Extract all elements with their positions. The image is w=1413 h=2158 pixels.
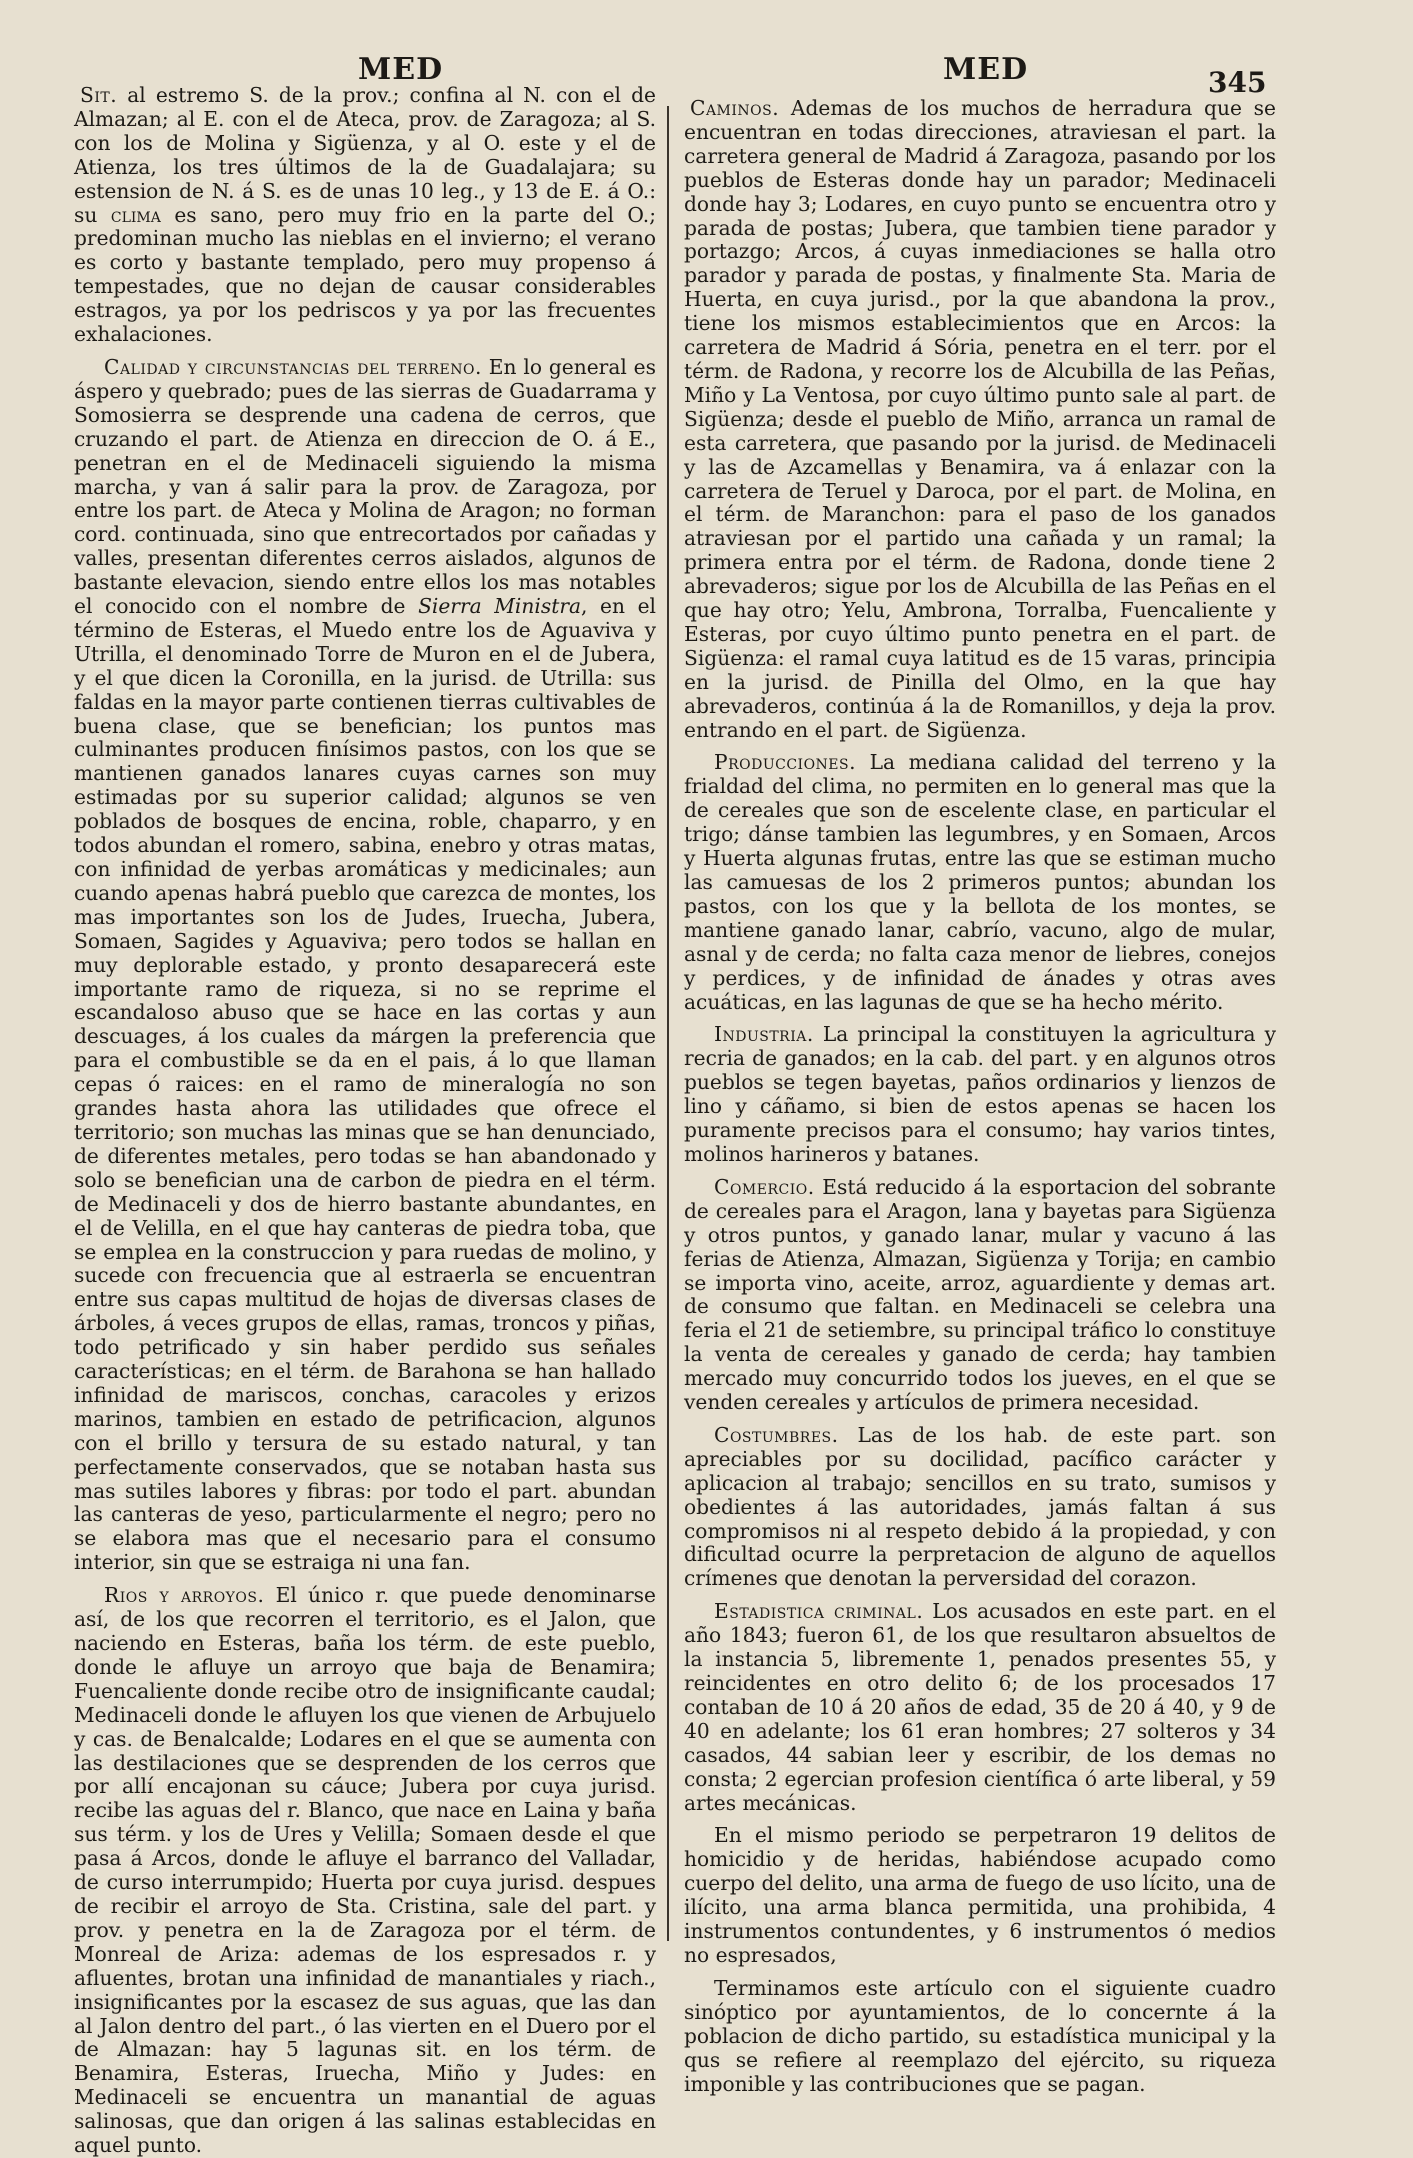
section-lead: Comercio. [714,1174,815,1199]
running-head-right: MED [943,52,1029,87]
section-lead: Estadistica criminal. [714,1599,924,1624]
paragraph-delitos: En el mismo periodo se perpetraron 19 delitos de homicidio y de heridas, habiéndose acupado como cuerpo del delito, una arma de fuego de uso lícito, una de ilícito, una arma blanca permitida, una prohibida, 4 instrumentos contundentes, y 6 instrumentos ó medios no espresados, [684,1823,1276,1967]
left-column [74,84,656,2158]
paragraph-text: La principal la constituyen la agricultura y recria de ganados; en la cab. del part. y en algunos otros pueblos se tegen bayetas, paños ordinarios y lienzos de lino y cáñamo, si bien de estos apenas se hacen los puramente precisos para el consumo; hay varios tintes, molinos harineros y batanes. [684,1022,1276,1166]
paragraph-text: Los acusados en este part. en el año 1843; fueron 61, de los que resultaron absueltos de la instancia 5, libremente 1, penados presentes 55, y reincidentes en otro delito 6; de los procesados 17 contaban de 10 á 20 años de edad, 35 de 20 á 40, y 9 de 40 en adelante; los 61 eran hombres; 27 solteros y 34 casados, 44 sabian leer y escribir, de los demas no consta; 2 egercian profesion científica ó arte liberal, y 59 artes mecánicas. [684,1599,1276,1815]
paragraph-text: Las de los hab. de este part. son apreciables por su docilidad, pacífico carácter y aplicacion al trabajo; sencillos en su trato, sumisos y obedientes á las autoridades, jamás faltan á sus compromisos ni al respeto debido á la propiedad, y con dificultad ocurre la perpretacion de alguno de aquellos crímenes que denotan la perversidad del corazon. [684,1422,1276,1591]
paragraph-situacion [74,84,656,347]
paragraph-text: Ademas de los muchos de herradura que se encuentran en todas direcciones, atraviesan el part. la carretera general de Madrid á Zaragoza, pasando por los pueblos de Esteras donde hay un parador; Medinaceli donde hay 3; Lodares, en cuyo punto se encuentra otro y parada de postas; Jubera, que tambien tiene parador y portazgo; Arcos, á cuyas inmediaciones se halla otro parador y parada de postas, y finalmente Sta. Maria de Huerta, en cuya jurisd., por la que abandona la prov., tiene los mismos establecimientos que en Arcos: la carretera de Madrid á Sória, penetra en el terr. por el térm. de Radona, y recorre los de Alcubilla de las Peñas, Miño y La Ventosa, por cuyo último punto sale al part. de Sigüenza; desde el pueblo de Miño, arranca un ramal de esta carretera, que pasando por la jurisd. de Medinaceli y las de Azcamellas y Benamira, va á enlazar con la carretera de Teruel y Daroca, por el part. de Molina, en el térm. de Maranchon: para el paso de los ganados atraviesan por el partido una cañada y un ramal; la primera entra por el térm. de Radona, donde tiene 2 abrevaderos; sigue por los de Alcubilla de las Peñas en el que hay otro; Yelu, Ambrona, Torralba, Fuencaliente y Esteras, por cuyo último punto penetra en el part. de Sigüenza: el ramal cuya latitud es de 15 varas, principia en la jurisd. de Pinilla del Olmo, en la que hay abrevaderos, continúa á la de Romanillos, y deja la prov. entrando en el part. de Sigüenza. [684,96,1276,742]
section-lead: Sit. [80,83,118,107]
paragraph-text: La mediana calidad del terreno y la frialdad del clima, no permiten en lo general mas que la de cereales que son de escelente clase, en particular el trigo; dánse tambien las legumbres, y en Somaen, Arcos y Huerta algunas frutas, entre las que se estiman mucho las camuesas de los 2 primeros puntos; abundan los pastos, con los que y la bellota de los montes, se mantiene ganado lanar, cabrío, vacuno, algo de mular, asnal y de cerda; no falta caza menor de liebres, conejos y perdices, y de infinidad de ánades y otras aves acuáticas, en las lagunas de que se ha hecho mérito. [684,750,1276,1014]
paragraph-text: En lo general es áspero y quebrado; pues de las sierras de Guadarrama y Somosierra se desprende una cadena de cerros, que cruzando el part. de Atienza en direccion de O. á E., penetran en el de Medinaceli siguiendo la misma marcha, y van á salir para la prov. de Zaragoza, por entre los part. de Ateca y Molina de Aragon; no forman cord. continuada, sino que entrecortados por cañadas y valles, presentan diferentes cerros aislados, algunos de bastante elevacion, siendo entre ellos los mas notables el conocido con el nombre de [74,354,656,619]
column-divider [667,106,669,1941]
paragraph-estadistica-criminal [684,1600,1276,1815]
paragraph-industria [684,1023,1276,1166]
section-lead: Industria. [714,1022,814,1047]
paragraph-caminos [684,97,1276,742]
paragraph-rios-arroyos [74,1584,656,2158]
section-lead: Calidad y circunstancias del terreno. [104,354,482,379]
paragraph-text: al estremo S. de la prov.; confina al N. con el de Almazan; al E. con el de Ateca, prov. de Zaragoza; al S. con los de Molina y Sigüenza, y al O. este y el de Atienza, los tres últimos de la de Guadalajara; su estension de N. á S. es de unas 10 leg., y 13 de E. á O.: su [74,83,656,227]
right-column [684,97,1276,2096]
paragraph-costumbres [684,1424,1276,1591]
paragraph-text: El único r. que puede denominarse así, de los que recorren el territorio, es el Jalon, que naciendo en Esteras, baña los térm. de este pueblo, donde le afluye un arroyo que baja de Benamira; Fuencaliente donde recibe otro de insignificante caudal; Medinaceli donde le afluyen los que vienen de Arbujuelo y cas. de Benalcalde; Lodares en el que se aumenta con las destilaciones que se desprenden de los cerros que por allí encajonan su cáuce; Jubera por cuya jurisd. recibe las aguas del r. Blanco, que nace en Laina y baña sus térm. y los de Ures y Velilla; Somaen desde el que pasa á Arcos, donde le afluye el barranco del Valladar, de curso interrumpido; Huerta por cuya jurisd. despues de recibir el arroyo de Sta. Cristina, sale del part. y prov. y penetra en la de Zaragoza por el térm. de Monreal de Ariza: ademas de los espresados r. y afluentes, brotan una infinidad de manantiales y riach., insignificantes por la escasez de sus aguas, que las dan al Jalon dentro del part., ó las vierten en el Duero por el de Almazan: hay 5 lagunas sit. en los térm. de Benamira, Esteras, Iruecha, Miño y Judes: en Medinaceli se encuentra un manantial de aguas salinosas, que dan origen á las salinas establecidas en aquel punto. [74,1583,656,2158]
section-lead: Costumbres. [714,1422,839,1447]
paragraph-text: Está reducido á la esportacion del sobrante de cereales para el Aragon, lana y bayetas para Sigüenza y otros puntos, y ganado lanar, mular y vacuno á las ferias de Atienza, Almazan, Sigüenza y Torija; en cambio se importa vino, aceite, arroz, aguardiente y demas art. de consumo que faltan. en Medinaceli se celebra una feria el 21 de setiembre, su principal tráfico lo constituye la venta de cereales y ganado de cerda; hay tambien mercado muy concurrido todos los jueves, en el que se venden cereales y artículos de primera necesidad. [684,1174,1276,1415]
page-number: 345 [1208,66,1267,99]
section-lead: Rios y arroyos. [104,1583,265,1608]
paragraph-comercio [684,1176,1276,1415]
italic-term: Sierra Ministra [418,594,581,619]
section-lead: Caminos. [690,96,780,120]
paragraph-calidad-terreno [74,356,656,1575]
paragraph-producciones [684,751,1276,1014]
paragraph-text: es sano, pero muy frio en la parte del O.; predominan mucho las nieblas en el invierno; el verano es corto y bastante templado, pero muy propenso á tempestades, que no dejan de causar considerables estragos, ya por los pedriscos y ya por las frecuentes exhalaciones. [74,202,657,347]
running-head-left: MED [358,52,444,87]
paragraph-text: , en el término de Esteras, el Muedo entre los de Aguaviva y Utrilla, el denominado Torre de Muron en el de Jubera, y el que dicen la Coronilla, en la jurisd. de Utrilla: sus faldas en la mayor parte contienen tierras cultivables de buena clase, que se benefician; los puntos mas culminantes producen finísimos pastos, con los que se mantienen ganados lanares cuyas carnes son muy estimadas por su superior calidad; algunos se ven poblados de bosques de encina, roble, chaparro, y en todos abundan el romero, sabina, enebro y otras matas, con infinidad de yerbas aromáticas y medicinales; aun cuando apenas habrá pueblo que carezca de montes, los mas importantes son los de Judes, Iruecha, Jubera, Somaen, Sagides y Aguaviva; pero todos se hallan en muy deplorable estado, y pronto desaparecerá este importante ramo de riqueza, si no se reprime el escandaloso abuso que se hace en las cortas y aun descuages, á los cuales da márgen la preferencia que para el combustible se da en el pais, á lo que llaman cepas ó raices: en el ramo de mineralogía no son grandes hasta ahora las utilidades que ofrece el territorio; son muchas las minas que se han denunciado, de diferentes metales, pero todas se han abandonado y solo se benefician una de carbon de piedra en el térm. de Medinaceli y dos de hierro bastante abundantes, en el de Velilla, en el que hay canteras de piedra toba, que se emplea en la construccion y para ruedas de molino, y sucede con frecuencia que al estraerla se encuentran entre sus capas multitud de hojas de diversas clases de árboles, á veces grupos de ellas, ramas, troncos y piñas, todo petrificado y sin haber perdido sus señales características; en el térm. de Barahona se han hallado infinidad de mariscos, conchas, caracoles y erizos marinos, tambien en estado de petrificacion, algunos con el brillo y tersura de su estado natural, y tan perfectamente conservados, que se notaban hasta sus mas sutiles labores y fibras: por todo el part. abundan las canteras de yeso, particularmente el negro; pero no se elabora mas que el necesario para el consumo interior, sin que se estraiga ni una fan. [74,594,656,1575]
section-lead: Producciones. [714,750,857,775]
inline-small-caps: clima [110,202,161,227]
paragraph-conclusion: Terminamos este artículo con el siguiente cuadro sinóptico por ayuntamientos, de lo concernte á la poblacion de dicho partido, su estadística municipal y la qus se refiere al reemplazo del ejército, su riqueza imponible y las contribuciones que se pagan. [684,1975,1276,2096]
